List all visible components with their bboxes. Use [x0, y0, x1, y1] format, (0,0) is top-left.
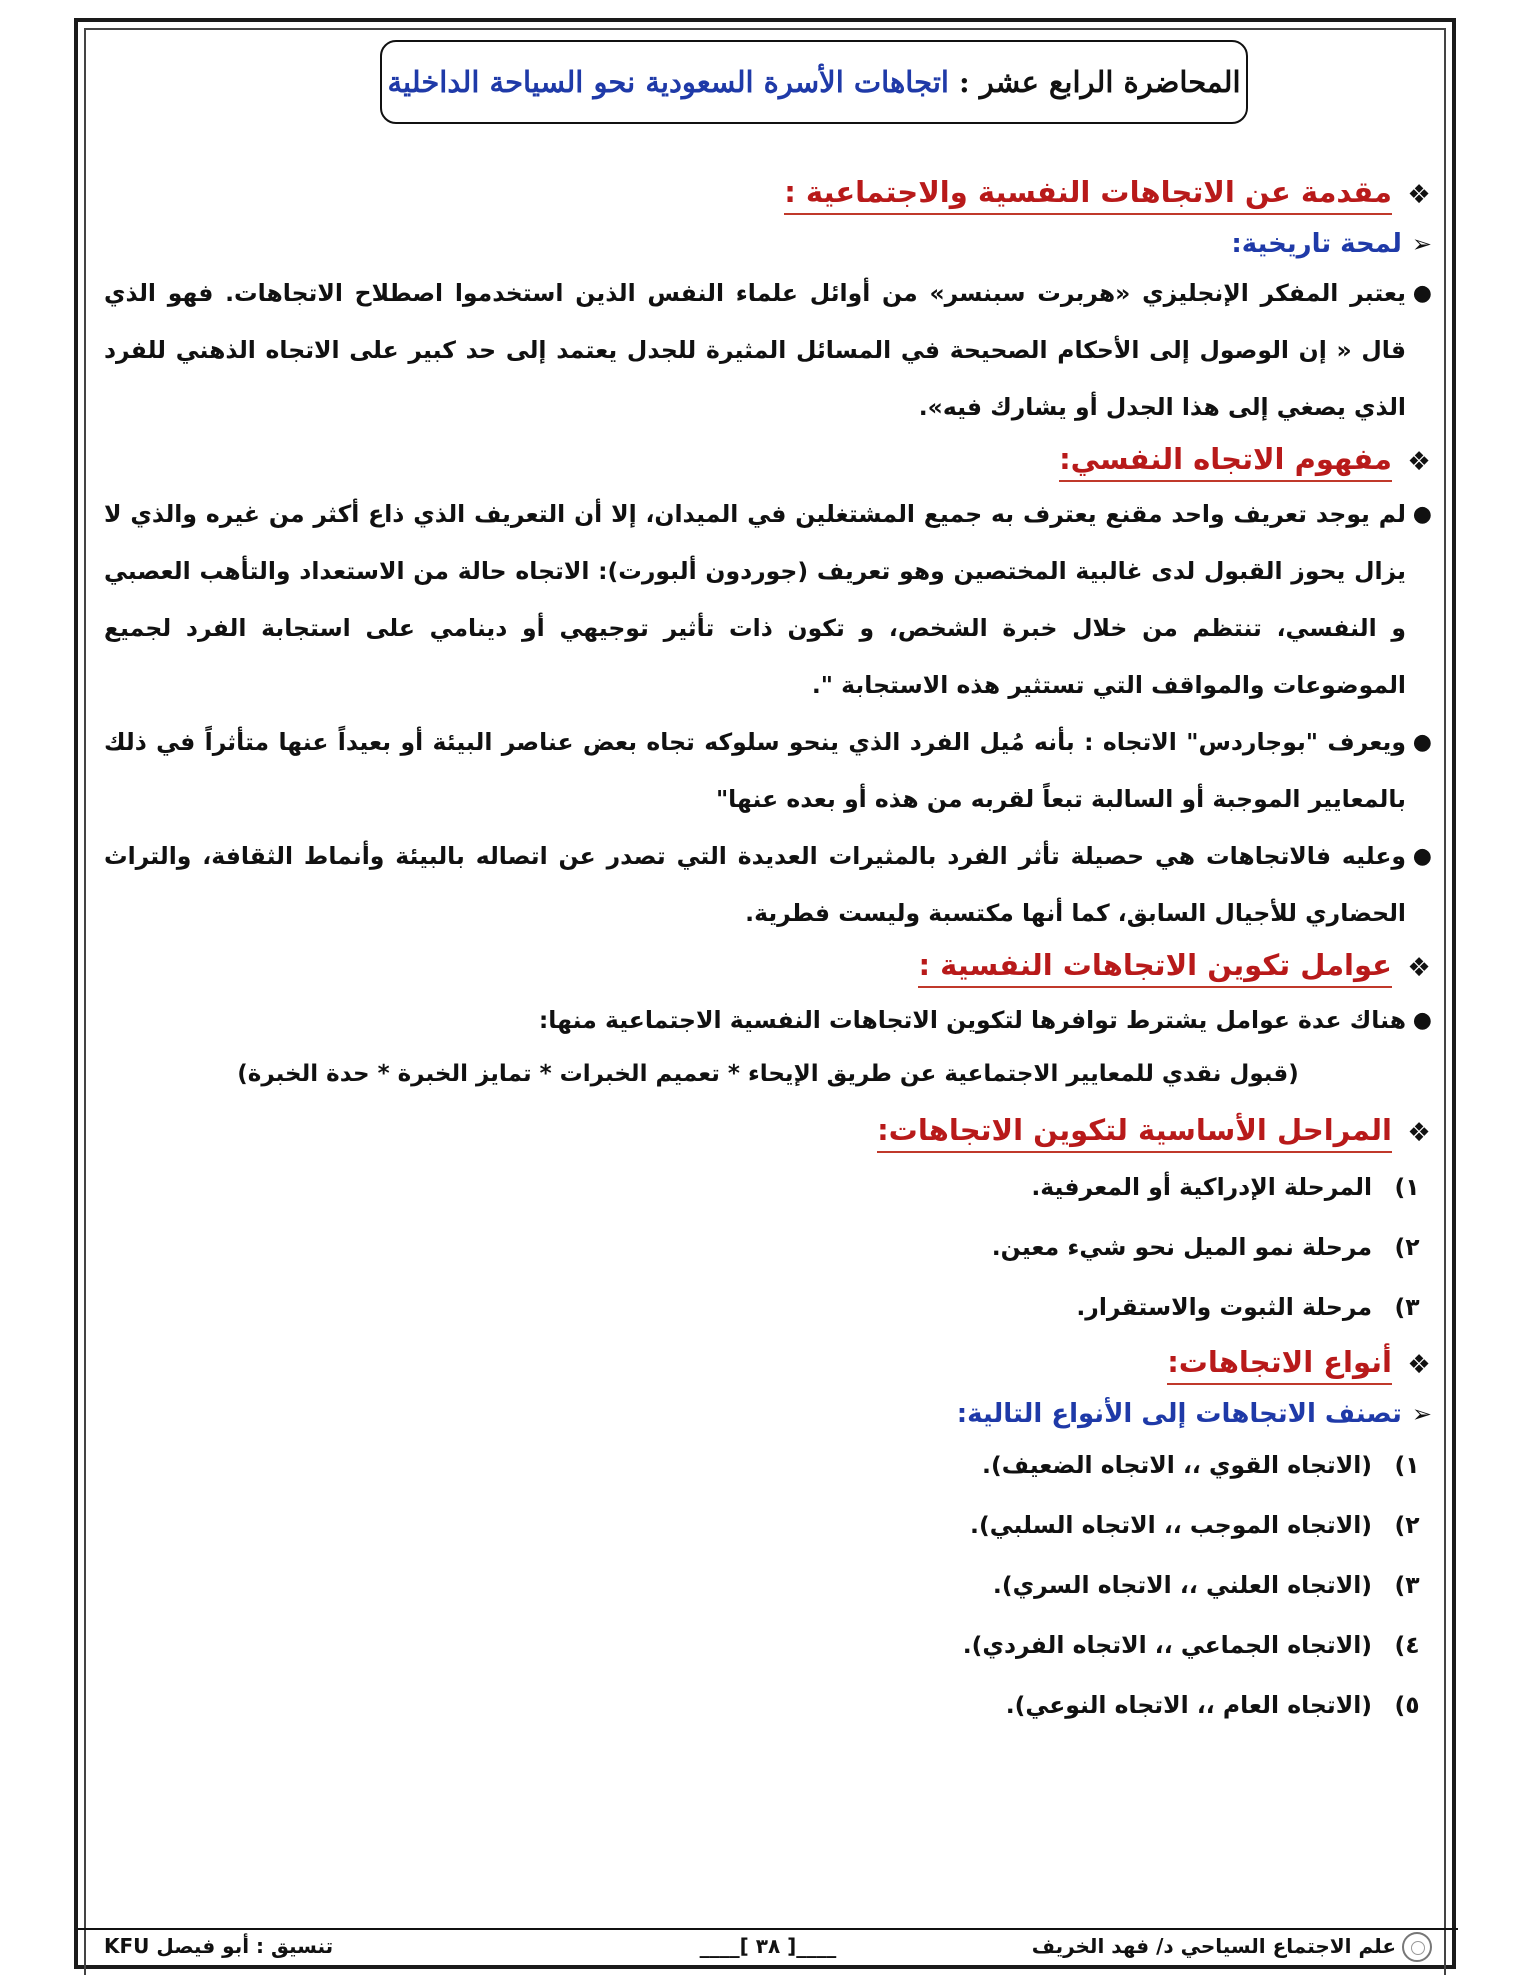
list-item: ٢) (الاتجاه الموجب ،، الاتجاه السلبي). — [970, 1511, 1420, 1539]
list-item: ٢) مرحلة نمو الميل نحو شيء معين. — [991, 1233, 1420, 1261]
four-diamond-icon: ❖ — [1407, 953, 1431, 983]
bullet-icon: ● — [1412, 1008, 1432, 1033]
bullet-icon: ● — [1412, 502, 1432, 527]
list-item: ٤) (الاتجاه الجماعي ،، الاتجاه الفردي). — [962, 1631, 1420, 1659]
section-heading-intro: ❖ مقدمة عن الاتجاهات النفسية والاجتماعية : — [104, 175, 1432, 215]
stages-list — [104, 1157, 1432, 1337]
footer-credit: تنسيق : أبو فيصل KFU — [104, 1934, 334, 1958]
subheading-types: ➢ تصنف الاتجاهات إلى الأنواع التالية: — [956, 1399, 1432, 1429]
section-heading-concept: ❖ مفهوم الاتجاه النفسي: — [104, 442, 1432, 482]
footer-divider — [78, 1928, 1458, 1930]
four-diamond-icon: ❖ — [1407, 447, 1431, 477]
types-list — [104, 1435, 1432, 1735]
page-footer — [104, 1934, 1432, 1966]
factors-list: (قبول نقدي للمعايير الاجتماعية عن طريق الإيحاء * تعميم الخبرات * تمايز الخبرة * حدة الخبرة) — [237, 1061, 1299, 1087]
list-item: ٥) (الاتجاه العام ،، الاتجاه النوعي). — [1005, 1691, 1420, 1719]
paragraph-concept-1: ● لم يوجد تعريف واحد مقنع يعترف به جميع المشتغلين في الميدان، إلا أن التعريف الذي ذاع أكثر من غيره والذي لا يزال يحوز القبول لدى غالبية المختصين وهو تعريف (جوردون ألبورت): الاتجاه حالة من الاستعداد والتأهب العصبي و النفسي، تنتظم من خلال خبرة الشخص، و تكون ذات تأثير توجيهي أو دينامي على استجابة الفرد لجميع الموضوعات والمواقف التي تستثير هذه الاستجابة ". — [104, 486, 1432, 714]
paragraph-concept-3: ● وعليه فالاتجاهات هي حصيلة تأثر الفرد بالمثيرات العديدة التي تصدر عن اتصاله بالبيئة وأنماط الثقافة، والتراث الحضاري للأجيال السابق، كما أنها مكتسبة وليست فطرية. — [104, 828, 1432, 942]
arrow-icon: ➢ — [1411, 1400, 1432, 1428]
arrow-icon: ➢ — [1411, 230, 1432, 258]
four-diamond-icon: ❖ — [1407, 1350, 1431, 1380]
document-body — [104, 175, 1432, 1735]
lecture-label: المحاضرة الرابع عشر — [979, 65, 1241, 99]
paragraph-concept-2: ● ويعرف "بوجاردس" الاتجاه : بأنه مُيل الفرد الذي ينحو سلوكه تجاه بعض عناصر البيئة أو بعيداً عنها متأثراً في ذلك بالمعايير الموجبة أو السالبة تبعاً لقربه من هذه أو بعده عنها" — [104, 714, 1432, 828]
paragraph-history: ● يعتبر المفكر الإنجليزي «هربرت سبنسر» من أوائل علماء النفس الذين استخدموا اصطلاح الاتجاهات. فهو الذي قال « إن الوصول إلى الأحكام الصحيحة في المسائل المثيرة للجدل يعتمد إلى حد كبير على الاتجاه الذهني للفرد الذي يصغي إلى هذا الجدل أو يشارك فيه». — [104, 265, 1432, 436]
list-item: ١) المرحلة الإدراكية أو المعرفية. — [1031, 1173, 1420, 1201]
section-heading-stages: ❖ المراحل الأساسية لتكوين الاتجاهات: — [104, 1113, 1432, 1153]
lecture-title-box — [380, 40, 1248, 124]
four-diamond-icon: ❖ — [1407, 1118, 1431, 1148]
list-item: ٣) (الاتجاه العلني ،، الاتجاه السري). — [992, 1571, 1420, 1599]
footer-course: علم الاجتماع السياحي د/ فهد الخريف — [1031, 1934, 1396, 1958]
section-heading-factors: ❖ عوامل تكوين الاتجاهات النفسية : — [104, 948, 1432, 988]
page-number: ____[ ٣٨ ]____ — [699, 1934, 837, 1958]
bullet-icon: ● — [1412, 730, 1432, 755]
bullet-icon: ● — [1412, 281, 1432, 306]
title-separator: : — [959, 65, 970, 99]
list-item: ١) (الاتجاه القوي ،، الاتجاه الضعيف). — [982, 1451, 1420, 1479]
list-item: ٣) مرحلة الثبوت والاستقرار. — [1076, 1293, 1420, 1321]
bullet-icon: ● — [1412, 844, 1432, 869]
subheading-history: ➢ لمحة تاريخية: — [1231, 229, 1432, 259]
paragraph-factors: ● هناك عدة عوامل يشترط توافرها لتكوين الاتجاهات النفسية الاجتماعية منها: — [104, 992, 1432, 1049]
lecture-topic: اتجاهات الأسرة السعودية نحو السياحة الداخلية — [387, 65, 949, 99]
four-diamond-icon: ❖ — [1407, 180, 1431, 210]
section-heading-types: ❖ أنواع الاتجاهات: — [104, 1345, 1432, 1385]
